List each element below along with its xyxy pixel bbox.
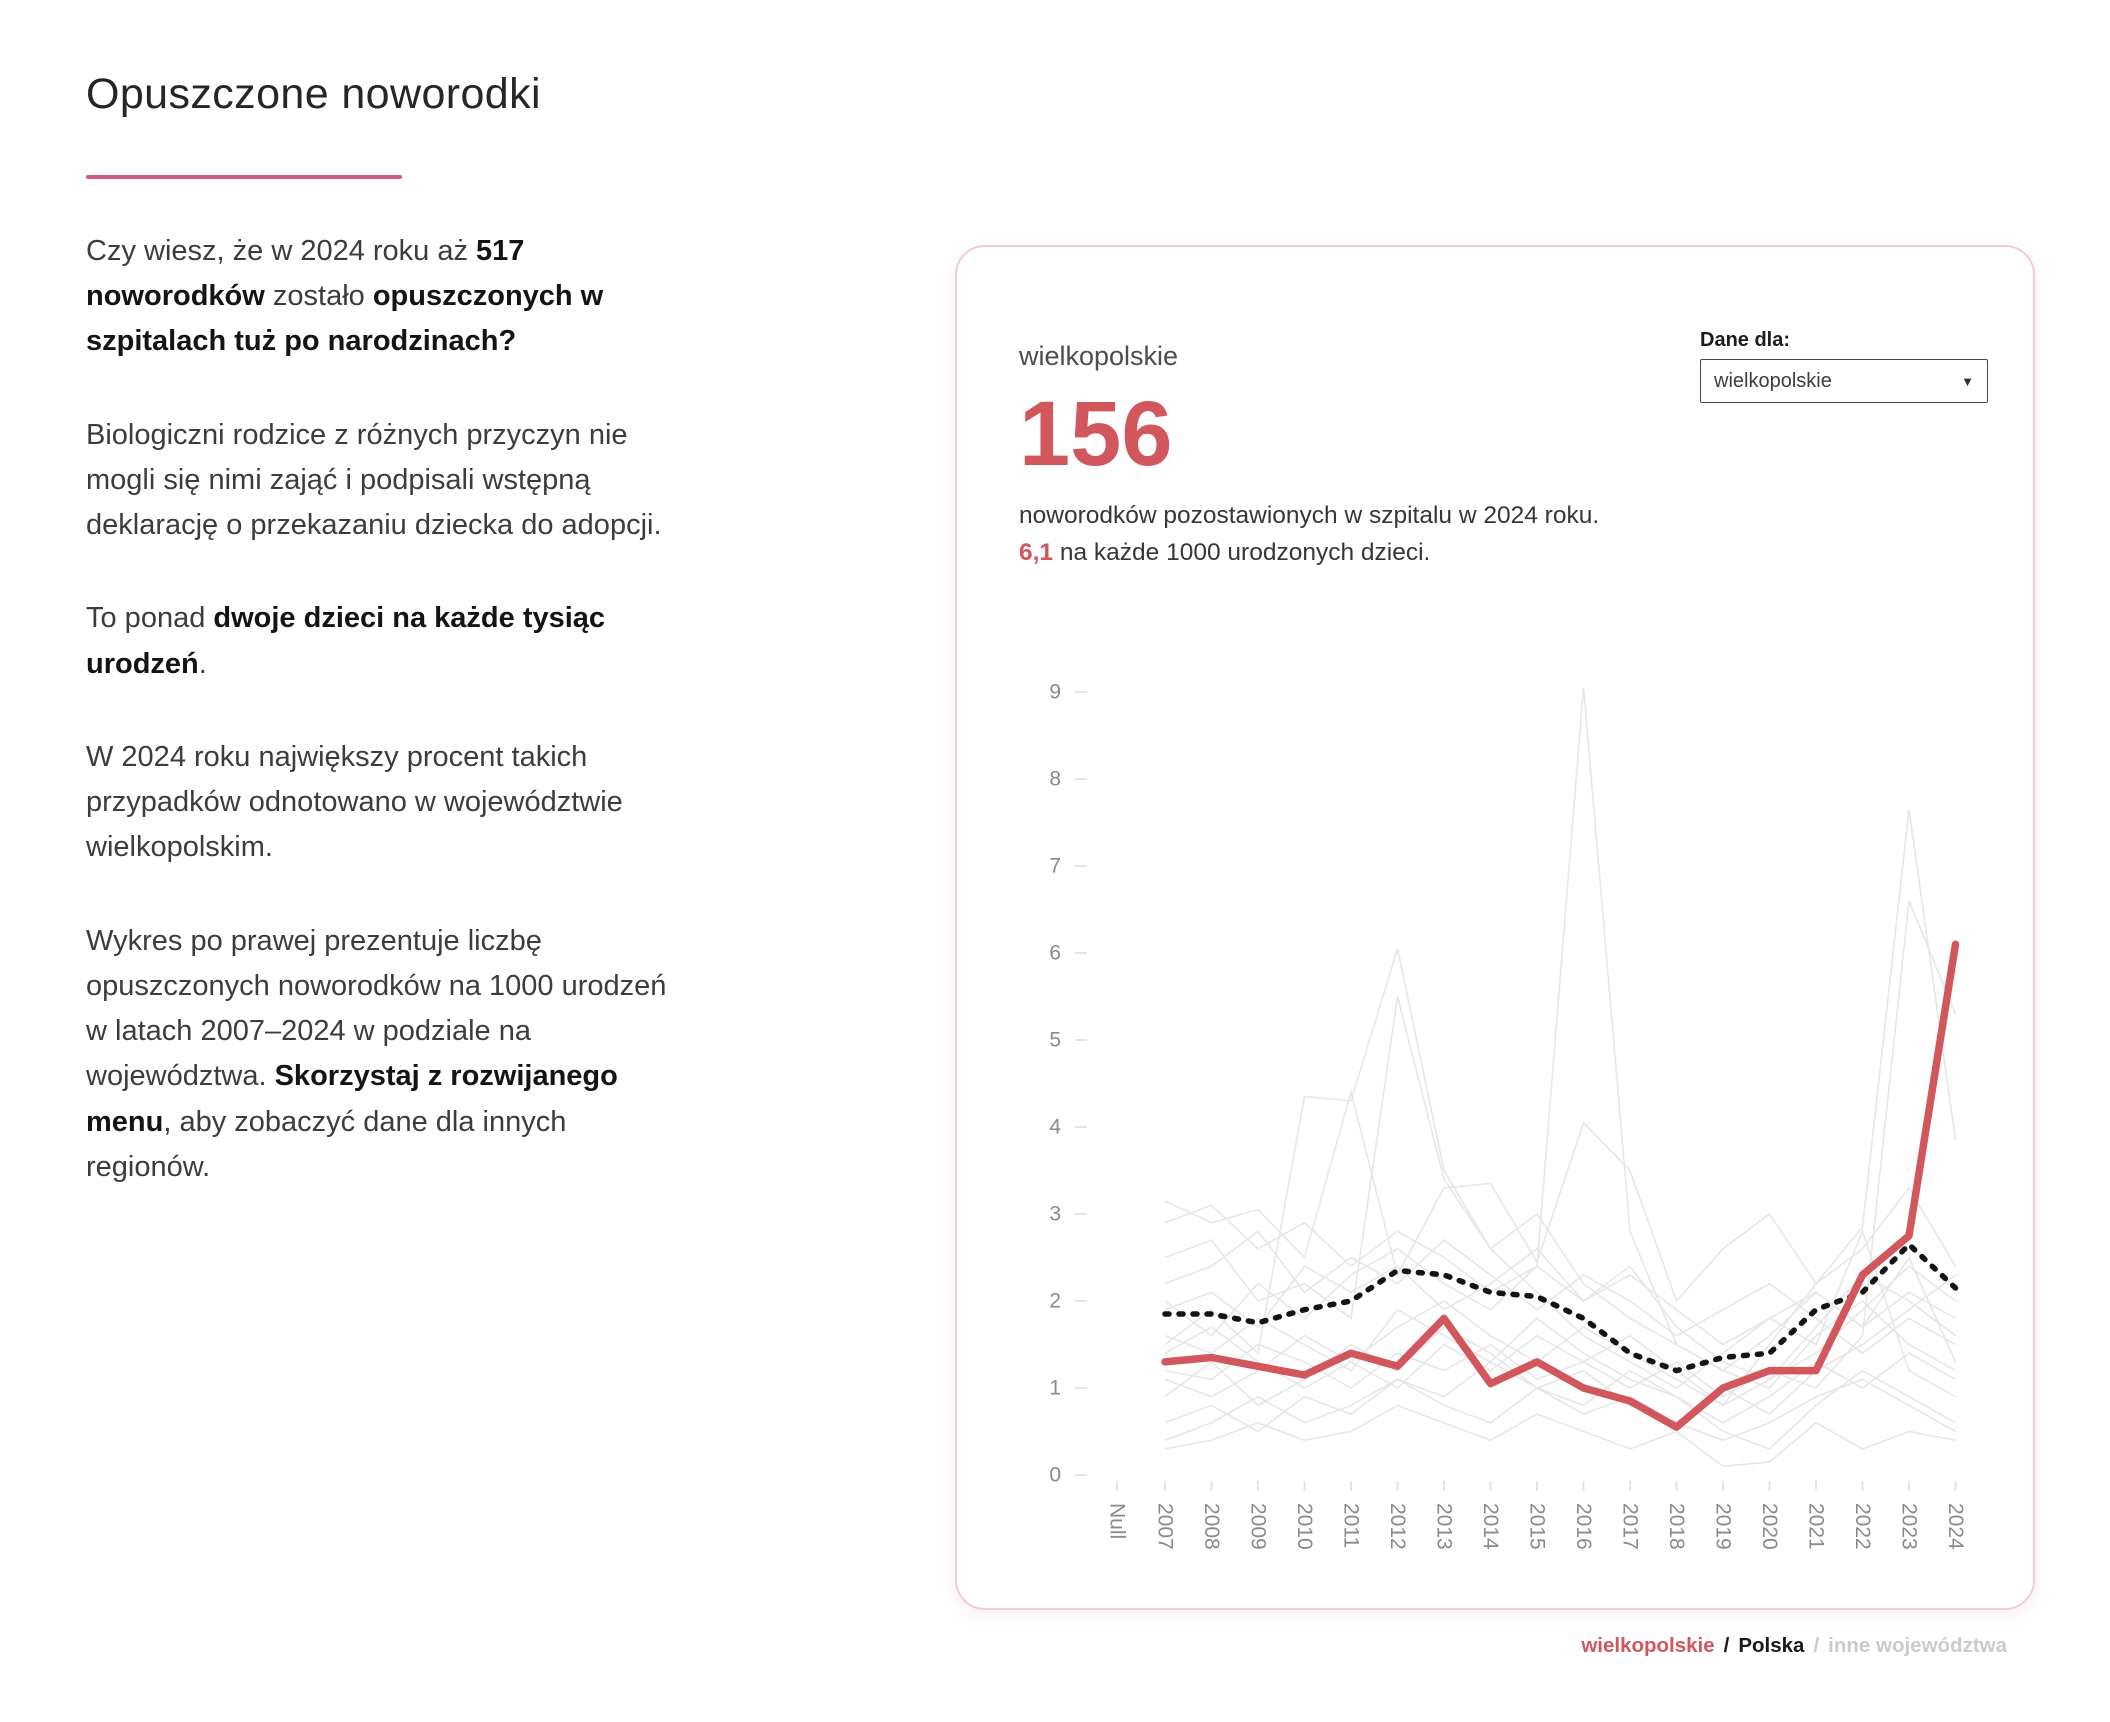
kpi-value: 156 xyxy=(1019,383,1173,485)
title-underline xyxy=(86,175,402,179)
text-segment: Biologiczni rodzice z różnych przyczyn nie mogli się nimi zająć i podpisali wstępną deklarację o przekazaniu dziecka do adopcji. xyxy=(86,418,662,542)
paragraph-5 xyxy=(86,919,686,1190)
chart-legend xyxy=(955,1634,2007,1658)
y-axis-label: 7 xyxy=(1049,854,1061,878)
y-axis-label: 6 xyxy=(1049,941,1061,965)
x-axis-label: 2010 xyxy=(1293,1503,1316,1550)
x-axis-label: Null xyxy=(1105,1503,1129,1540)
text-segment-bold: opuszczonych w szpitalach tuż po narodzinach? xyxy=(86,280,604,358)
y-axis-label: 2 xyxy=(1049,1289,1061,1313)
series-other-region[interactable] xyxy=(1165,809,1956,1405)
x-axis-label: 2014 xyxy=(1479,1503,1502,1550)
y-axis-label: 8 xyxy=(1049,767,1061,791)
paragraph-3 xyxy=(86,596,686,686)
region-dropdown xyxy=(1700,329,1988,403)
dropdown-selected-value: wielkopolskie xyxy=(1714,369,1832,392)
x-axis-label: 2015 xyxy=(1525,1503,1549,1550)
x-axis-label: 2007 xyxy=(1153,1503,1177,1550)
x-axis-label: 2012 xyxy=(1386,1503,1409,1550)
text-segment: zostało xyxy=(264,280,373,313)
article-column xyxy=(86,70,686,1238)
x-axis-label: 2023 xyxy=(1897,1503,1921,1550)
y-axis-label: 3 xyxy=(1049,1202,1061,1226)
text-segment: . xyxy=(198,647,207,680)
x-axis-label: 2019 xyxy=(1711,1503,1735,1550)
article-paragraphs xyxy=(86,229,686,1190)
y-axis-label: 9 xyxy=(1049,680,1061,704)
x-axis-label: 2018 xyxy=(1665,1503,1688,1550)
x-axis-label: 2009 xyxy=(1246,1503,1270,1550)
legend-item-country[interactable]: Polska xyxy=(1738,1634,1805,1657)
x-axis-label: 2016 xyxy=(1572,1503,1595,1550)
line-chart[interactable] xyxy=(1017,625,1989,1590)
text-segment: To ponad xyxy=(86,602,214,635)
page-title: Opuszczone noworodki xyxy=(86,70,541,118)
text-segment: W 2024 roku największy procent takich przypadków odnotowano w województwie wielkopolskim. xyxy=(86,740,623,864)
x-axis-label: 2021 xyxy=(1804,1503,1828,1550)
kpi-subtitle-rest: na każde 1000 urodzonych dzieci. xyxy=(1053,538,1431,566)
legend-item-selected-region[interactable]: wielkopolskie xyxy=(1581,1634,1715,1657)
region-select[interactable] xyxy=(1700,359,1988,403)
dropdown-label: Dane dla: xyxy=(1700,329,1791,351)
legend-separator: / xyxy=(1723,1634,1730,1657)
y-axis-label: 1 xyxy=(1049,1376,1061,1400)
paragraph-4 xyxy=(86,735,686,871)
legend-item-other-regions[interactable]: inne województwa xyxy=(1828,1634,2007,1657)
paragraph-2 xyxy=(86,413,686,549)
region-label: wielkopolskie xyxy=(1019,341,1179,371)
x-axis-label: 2017 xyxy=(1618,1503,1642,1550)
y-axis-label: 5 xyxy=(1049,1028,1061,1052)
x-axis-label: 2008 xyxy=(1200,1503,1223,1550)
text-segment-bold: 517 noworodków xyxy=(86,235,525,313)
paragraph-1 xyxy=(86,229,686,365)
kpi-rate-value: 6,1 xyxy=(1019,538,1054,566)
text-segment-bold: Skorzystaj z rozwijanego menu xyxy=(86,1060,618,1138)
text-segment: Czy wiesz, że w 2024 roku aż xyxy=(86,235,477,267)
series-other-region[interactable] xyxy=(1165,1371,1956,1449)
dashboard-card xyxy=(955,245,2035,1610)
legend-separator: / xyxy=(1813,1634,1820,1657)
x-axis-label: 2013 xyxy=(1432,1503,1456,1550)
y-axis-label: 0 xyxy=(1049,1463,1061,1487)
x-axis-label: 2011 xyxy=(1339,1503,1363,1549)
kpi-subtitle xyxy=(1019,498,2033,572)
chart-area xyxy=(1017,625,1989,1590)
kpi-subtitle-line1: noworodków pozostawionych w szpitalu w 2024 roku. xyxy=(1019,502,1600,529)
text-segment: Wykres po prawej prezentuje liczbę opuszczonych noworodków na 1000 urodzeń w latach 2007–2024 w podziale na województwa. xyxy=(86,924,667,1093)
x-axis-label: 2022 xyxy=(1851,1503,1874,1550)
chevron-down-icon: ▼ xyxy=(1961,373,1974,389)
x-axis-label: 2020 xyxy=(1758,1503,1781,1550)
series-other-region[interactable] xyxy=(1165,1405,1956,1466)
series-other-region[interactable] xyxy=(1165,1092,1956,1301)
x-axis-label: 2024 xyxy=(1944,1503,1967,1550)
text-segment-bold: dwoje dzieci na każde tysiąc urodzeń xyxy=(86,602,606,680)
text-segment: , aby zobaczyć dane dla innych regionów. xyxy=(86,1105,567,1183)
kpi-header xyxy=(957,247,2033,572)
y-axis-label: 4 xyxy=(1049,1115,1061,1139)
